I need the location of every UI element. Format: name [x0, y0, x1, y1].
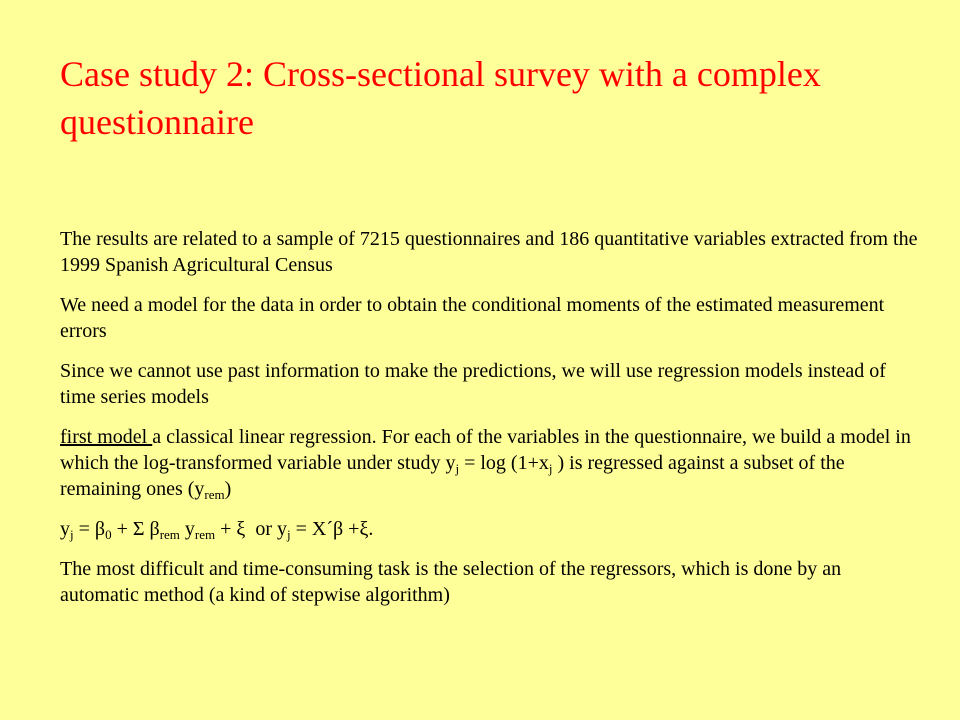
first-model-text-a: a classical linear regression. For each of the variables in the questionnaire, we build a model in which the log-transformed variable under study y	[60, 426, 911, 474]
paragraph-first-model	[60, 424, 920, 502]
paragraph-sample-description: The results are related to a sample of 7215 questionnaires and 186 quantitative variables extracted from the 1999 Spanish Agricultural Census	[60, 228, 918, 276]
first-model-label: first model	[60, 426, 153, 448]
subscript-rem: rem	[194, 527, 216, 542]
eq-part: = β	[73, 518, 106, 540]
subscript-j: j	[455, 461, 460, 476]
subscript-rem: rem	[204, 487, 225, 502]
subscript-j: j	[70, 527, 74, 542]
first-model-text-d: )	[224, 478, 232, 500]
regression-equation	[60, 516, 920, 542]
eq-part: + ξ or y	[215, 518, 287, 540]
eq-part: + Σ β	[111, 518, 160, 540]
eq-part: y	[179, 518, 195, 540]
subscript-0: 0	[105, 527, 112, 542]
slide-body	[60, 226, 920, 622]
paragraph-regression-choice: Since we cannot use past information to make the predictions, we will use regression models instead of time series models	[60, 360, 886, 408]
subscript-rem: rem	[159, 527, 180, 542]
first-model-text-b: = log (1+x	[459, 452, 549, 474]
eq-part: = X´β +ξ.	[290, 518, 374, 540]
first-model-text-c: ) is regressed against a subset of the remaining ones (y	[60, 452, 845, 500]
subscript-j: j	[548, 461, 553, 476]
subscript-j: j	[287, 527, 291, 542]
eq-part: y	[60, 518, 70, 540]
paragraph-regressor-selection: The most difficult and time-consuming task is the selection of the regressors, which is done by an automatic method (a kind of stepwise algorithm)	[60, 558, 842, 606]
slide-title: Case study 2: Cross-sectional survey with a complex questionnaire	[60, 54, 821, 142]
paragraph-model-need: We need a model for the data in order to obtain the conditional moments of the estimated measurement errors	[60, 294, 885, 342]
